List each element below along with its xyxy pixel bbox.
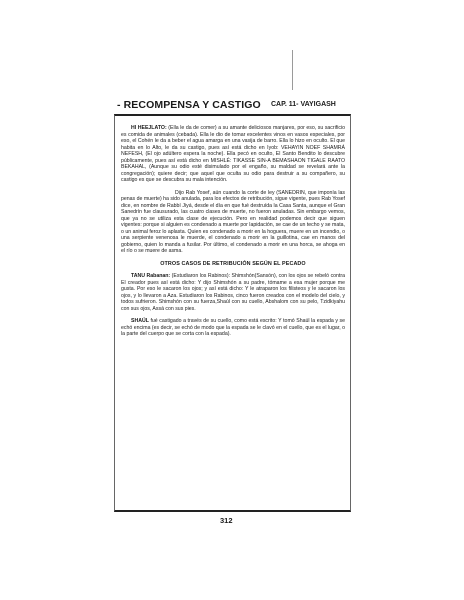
paragraph-shaul <box>121 318 345 338</box>
page-number: 312 <box>220 516 233 525</box>
paragraph-text: fué castigado a través de su cuello, como está escrito: Y tomó Shaúl la espada y se echó encima (es decir, se echó de modo que la espada se le clavó en el cuello, que es el lugar, o la parte del cuerpo que se corta con la espada). <box>121 318 345 337</box>
chapter-reference: CAP. 11- VAYIGASH <box>271 101 336 108</box>
paragraph-lead: SHAÚL <box>131 318 149 324</box>
paragraph-lead: TANU Rabanan: <box>131 273 171 279</box>
paragraph-rab-yosef <box>121 190 345 255</box>
paragraph-tanu-rabanan <box>121 273 345 312</box>
paragraph-text: (Estudiaron los Rabinos): Shimshón(Sansón), con los ojos se rebeló contra El creador pues así está dicho: Y dijo Shimshón a su padre, tómame a esa mujer porque me gusta. Por eso le sacaron los ojos; y así está dicho: Y le atraparon los filisteos y le sacaron los ojos, y lo llevaron a Aza. Estudiaron los Rabinos, cinco fueron creados con el modelo del cielo, y todos sufrieron. Shimshón con su fuerza,Shaúl con su cuello, Abshalom con su pelo, Tzidkiyahu con sus ojos, Assá con sus pies. <box>121 273 345 312</box>
paragraph-text: (Ella le da de comer) a su amante deliciosos manjares, por eso, su sacrificio es comida de animales (cebada). Ella le dio de tomar excelentes vinos en vasos especiales, por eso, el Cohén le da a beber el agua amarga en una vasija de barro. Ella lo hizo en oculto. El que habita en lo Alto, le da su castigo, pues así está dicho en Iyob: VEHAYIN NOEF SHAMRÁ NEFESH, (El ojo adúltero espera la noche). Ella pecó en oculto, El Santo Bendito lo descubre públicamente, pues así está dicho en MISHLÉ: TIKASSE SIN-A BEMASHAON TIGALE RAATO BEKAHAL, (Aunque su odio esté disimulado por el engaño, su maldad se revelará ante la congregación); quiere decir; que aquel que oculta su odio para destruir a su compañero, su castigo es que se descubra su mala intención. <box>121 125 345 183</box>
paragraph-lead: HI HEEJLATO: <box>131 125 167 131</box>
chapter-title: - RECOMPENSA Y CASTIGO <box>117 99 261 111</box>
scan-artifact-line <box>292 50 293 90</box>
text-frame <box>114 114 351 512</box>
paragraph-text: Dijo Rab Yosef, aún cuando la corte de ley (SANEDRIN, que imponía las penas de muerte) ha sido anulada, para los efectos de retribución, sigue vigente, pues Rab Yosef dice, en nombre de Rabbí Jiyá, desde el día en que fué destruída la Casa Santa, aunque el Gran Sanedrín fue clausurado, las cuatro clases de muerte, no fueron anuladas. Sin embargo vemos, que ya no se utiliza esta clase de ejecución. Pero en realidad podemos decir que siguen vigentes: porque si alguien es condenado a muerte por lapidación, se cae de un techo y se mata, o un animal feroz lo aplasta. Quien es condenado a morir en la hoguera, muere en un incendio, o una serpiente venenosa le muerde, el condenado a morir en la guillotina, cae en manos del gobierno, quien lo manda a fusilar. Por último, el condenado a morir en una horca, se ahoga en el río o se muere de asma. <box>121 189 345 254</box>
paragraph-hi-heejlato <box>121 125 345 184</box>
section-heading: OTROS CASOS DE RETRIBUCIÓN SEGÚN EL PECADO <box>160 260 306 267</box>
body-text <box>121 125 345 344</box>
